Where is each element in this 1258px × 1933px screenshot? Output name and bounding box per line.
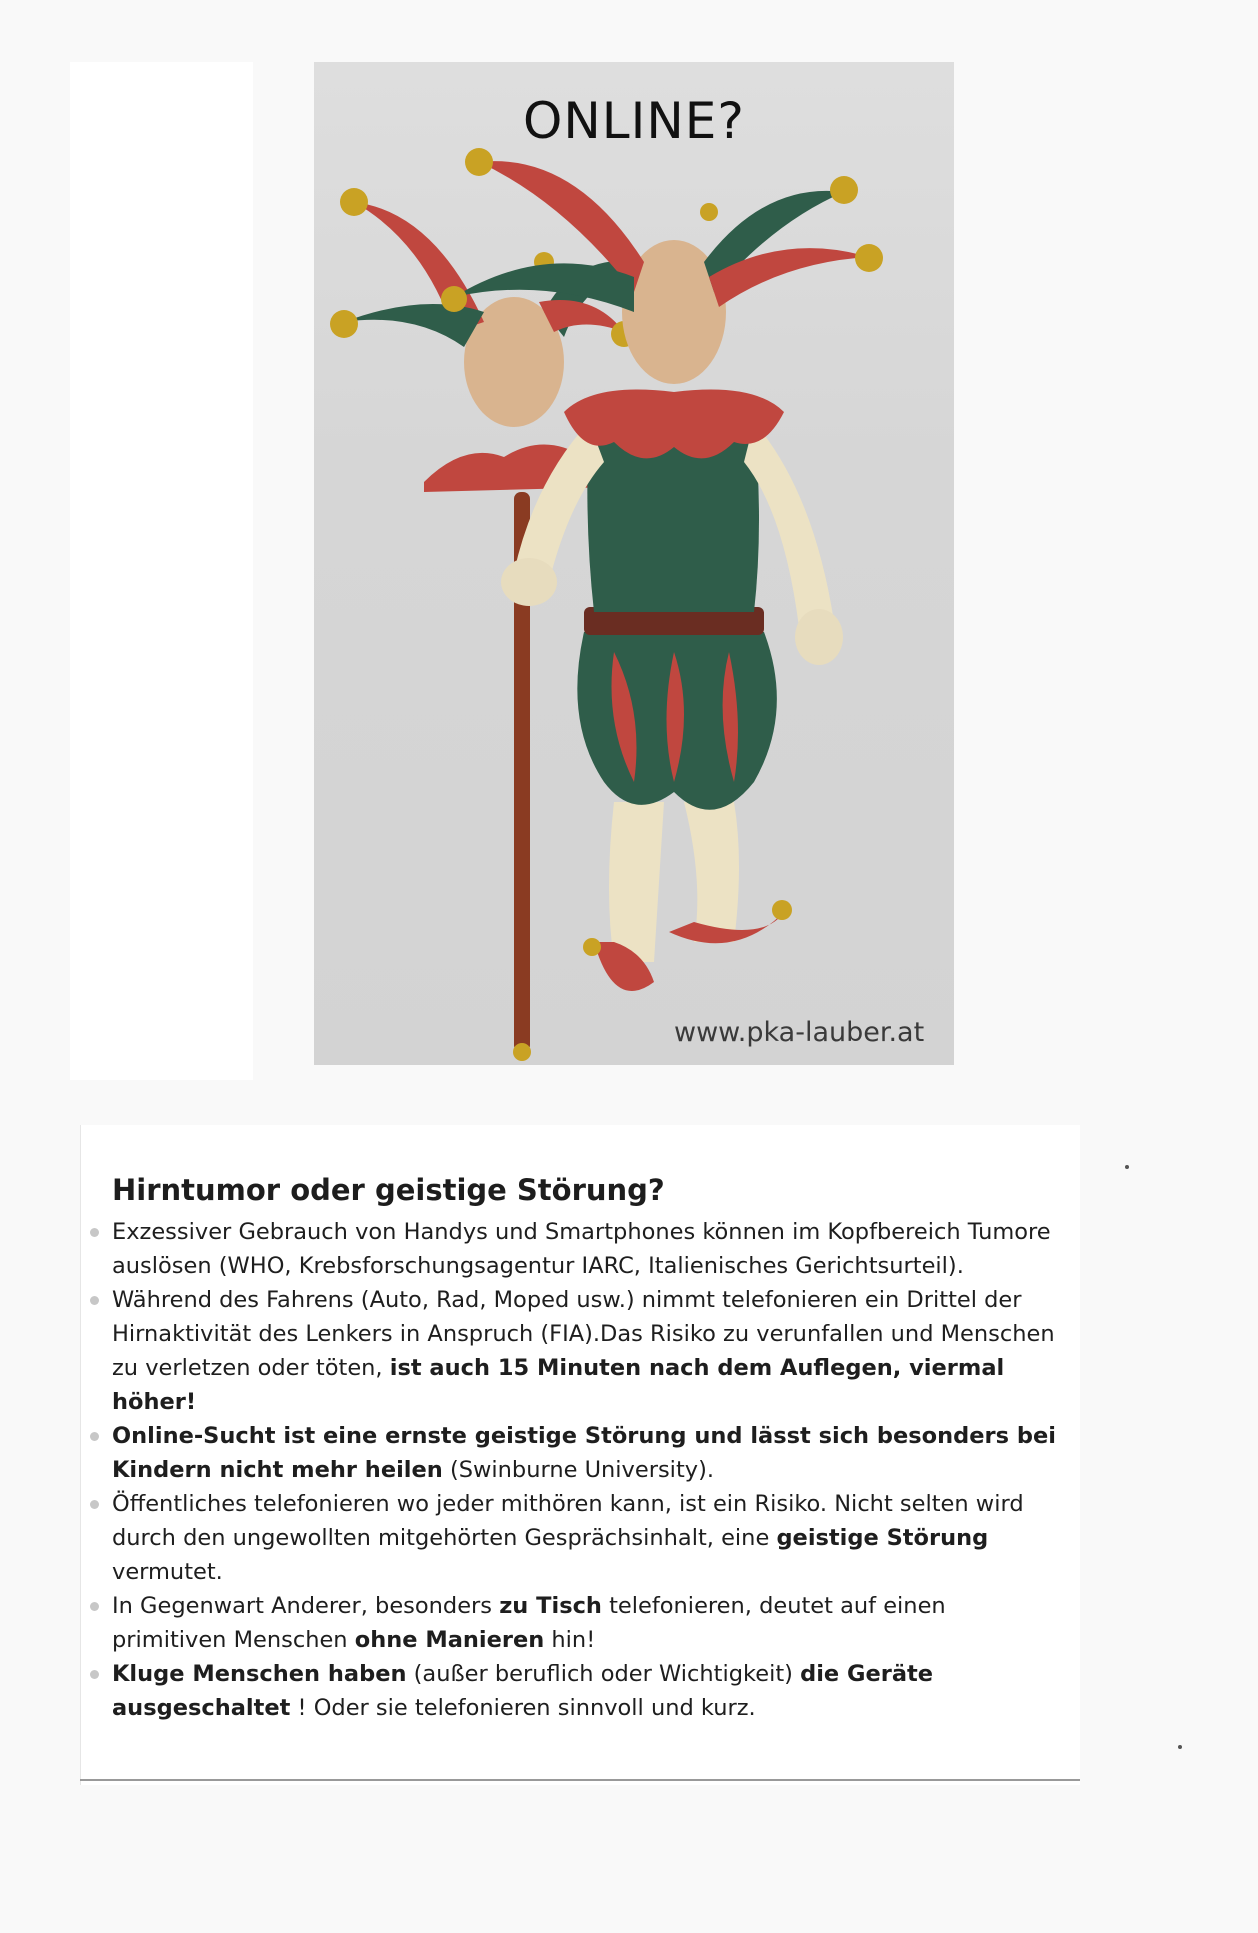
bullet-list: [112, 1215, 1062, 1725]
item-text: (Swinburne University).: [442, 1457, 715, 1483]
blank-margin-strip: [70, 62, 253, 1080]
card-left-edge: [80, 1125, 81, 1785]
item-bold-text: ist auch 15 Minuten nach dem Auflegen, viermal höher!: [112, 1355, 1005, 1415]
jester-photo-card: [314, 62, 954, 1065]
item-text: Während des Fahrens (Auto, Rad, Moped usw.) nimmt telefonieren ein Drittel der Hirnaktivität des Lenkers in Anspruch (FIA).Das Risiko zu verunfallen und Menschen zu verletzen oder töten,: [112, 1287, 1055, 1381]
item-bold-text: geistige Störung: [776, 1525, 989, 1551]
item-bold-text: Online-Sucht ist eine ernste geistige Störung und lässt sich besonders bei Kindern nicht mehr heilen: [112, 1423, 1056, 1483]
card-heading: Hirntumor oder geistige Störung?: [112, 1173, 665, 1207]
list-item: [112, 1487, 1062, 1589]
item-text: (außer beruflich oder Wichtigkeit): [406, 1661, 801, 1687]
item-text: telefonieren, deutet auf einen primitiven Menschen: [112, 1593, 946, 1653]
bullet-dot-icon: [90, 1500, 99, 1509]
item-bold-text: zu Tisch: [499, 1593, 602, 1619]
item-bold-text: ohne Manieren: [354, 1627, 545, 1653]
bullet-dot-icon: [90, 1602, 99, 1611]
photo-title: ONLINE?: [523, 92, 745, 150]
card-bottom-rule: [80, 1779, 1080, 1781]
bullet-dot-icon: [90, 1228, 99, 1237]
item-text: Öffentliches telefonieren wo jeder mithören kann, ist ein Risiko. Nicht selten wird durch den ungewollten mitgehörten Gesprächsinhalt, eine: [112, 1491, 1024, 1551]
item-text: vermutet.: [112, 1559, 223, 1585]
bullet-dot-icon: [90, 1296, 99, 1305]
scan-speck: [1125, 1165, 1129, 1169]
list-item: [112, 1657, 1062, 1725]
jester-figure-illustration: [314, 62, 954, 1065]
item-text: Exzessiver Gebrauch von Handys und Smartphones können im Kopfbereich Tumore auslösen (WHO, Krebsforschungsagentur IARC, Italienisches Gerichtsurteil).: [112, 1219, 1051, 1279]
text-card: [80, 1125, 1080, 1785]
item-bold-text: Kluge Menschen haben: [112, 1661, 407, 1687]
item-bold-text: die Geräte ausgeschaltet: [112, 1661, 934, 1721]
photo-url: www.pka-lauber.at: [674, 1017, 925, 1048]
list-item: [112, 1589, 1062, 1657]
item-text: In Gegenwart Anderer, besonders: [112, 1593, 500, 1619]
item-text: hin!: [544, 1627, 596, 1653]
bullet-dot-icon: [90, 1432, 99, 1441]
list-item: [112, 1215, 1062, 1283]
list-item: [112, 1419, 1062, 1487]
bullet-dot-icon: [90, 1670, 99, 1679]
item-text: ! Oder sie telefonieren sinnvoll und kurz.: [290, 1695, 756, 1721]
scan-speck: [1178, 1745, 1182, 1749]
list-item: [112, 1283, 1062, 1419]
